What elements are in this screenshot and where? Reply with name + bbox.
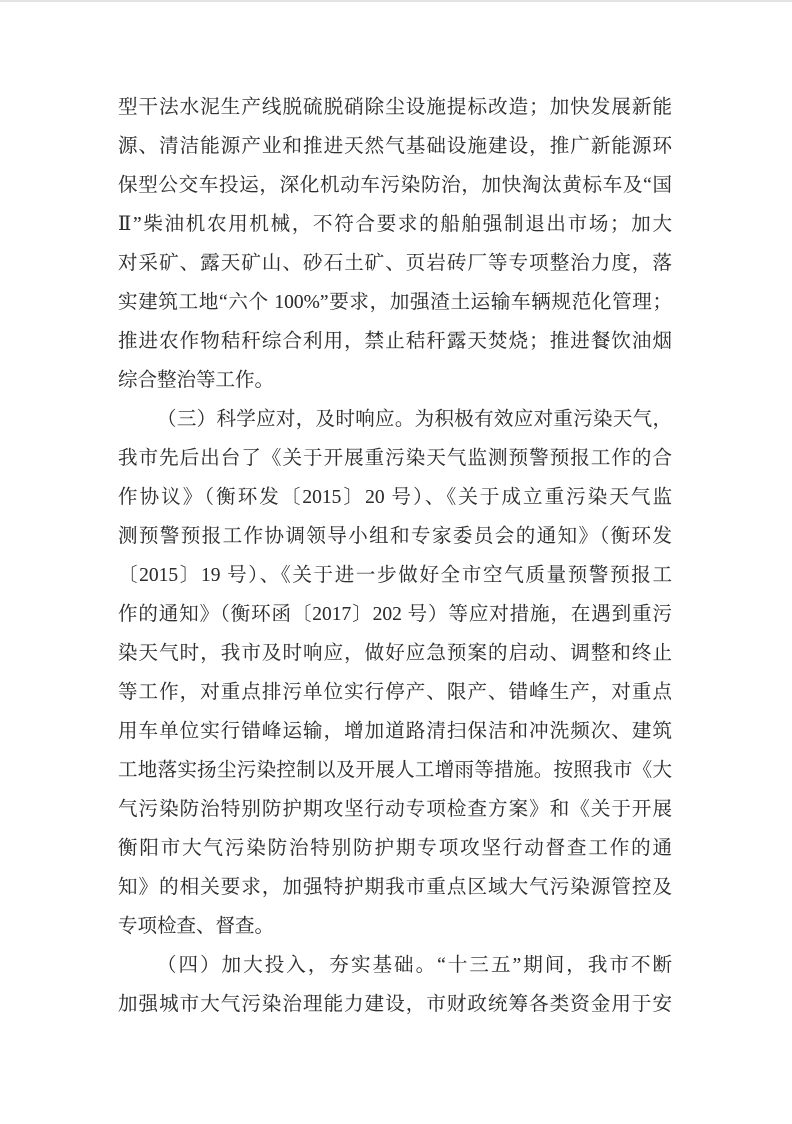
text-line-paragraph-start: （三）科学应对，及时响应。为积极有效应对重污染天气， (157, 409, 672, 430)
text-line: 保型公交车投运，深化机动车污染防治，加快淘汰黄标车及“国 (118, 175, 672, 196)
text-line: 染天气时，我市及时响应，做好应急预案的启动、调整和终止 (118, 643, 672, 664)
text-line: 型干法水泥生产线脱硫脱硝除尘设施提标改造；加快发展新能 (118, 97, 672, 118)
text-line: 〔2015〕19 号）、《关于进一步做好全市空气质量预警预报工 (118, 565, 672, 586)
text-line: 我市先后出台了《关于开展重污染天气监测预警预报工作的合 (118, 448, 672, 469)
text-line: 知》的相关要求，加强特护期我市重点区域大气污染源管控及 (118, 877, 672, 898)
text-line: 推进农作物秸秆综合利用，禁止秸秆露天焚烧；推进餐饮油烟 (118, 331, 672, 352)
text-line-paragraph-end: 专项检查、督查。 (118, 916, 275, 937)
text-line-paragraph-end: 综合整治等工作。 (118, 370, 275, 391)
scan-top-edge (0, 0, 792, 2)
text-line: 测预警预报工作协调领导小组和专家委员会的通知》（衡环发 (118, 526, 672, 547)
text-line: 气污染防治特别防护期攻坚行动专项检查方案》和《关于开展 (118, 799, 672, 820)
text-line: 衡阳市大气污染防治特别防护期专项攻坚行动督查工作的通 (118, 838, 672, 859)
text-line: 实建筑工地“六个 100%”要求，加强渣土运输车辆规范化管理； (118, 292, 672, 313)
text-line-paragraph-start: （四）加大投入，夯实基础。“十三五”期间，我市不断 (157, 955, 672, 976)
text-line: Ⅱ”柴油机农用机械，不符合要求的船舶强制退出市场；加大 (118, 214, 672, 235)
text-line: 用车单位实行错峰运输，增加道路清扫保洁和冲洗频次、建筑 (118, 721, 672, 742)
document-body (118, 88, 672, 1024)
text-line: 等工作，对重点排污单位实行停产、限产、错峰生产，对重点 (118, 682, 672, 703)
text-line: 对采矿、露天矿山、砂石土矿、页岩砖厂等专项整治力度，落 (118, 253, 672, 274)
text-line: 作的通知》（衡环函〔2017〕202 号）等应对措施，在遇到重污 (118, 604, 672, 625)
text-line: 工地落实扬尘污染控制以及开展人工增雨等措施。按照我市《大 (118, 760, 672, 781)
text-line: 源、清洁能源产业和推进天然气基础设施建设，推广新能源环 (118, 136, 672, 157)
text-line: 作协议》（衡环发〔2015〕20 号）、《关于成立重污染天气监 (118, 487, 672, 508)
text-line: 加强城市大气污染治理能力建设，市财政统筹各类资金用于安 (118, 994, 672, 1015)
